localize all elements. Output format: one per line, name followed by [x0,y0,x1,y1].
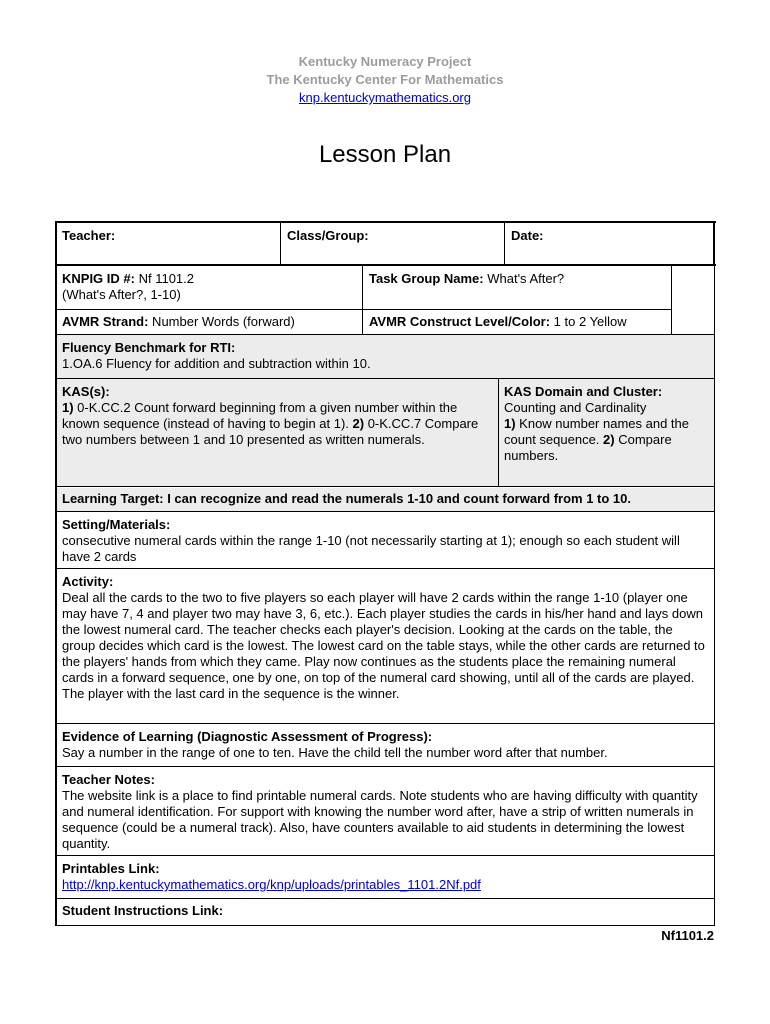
notes-bottom [56,855,715,856]
activity-cell [56,570,714,724]
kas-num-2: 2) [352,416,365,431]
row1-bottom [55,264,716,266]
knpig-value: Nf 1101.2 [134,271,194,286]
printables-cell [56,857,714,899]
avmr-construct-cell [363,310,671,335]
table-bottom-border [55,925,715,926]
printables-label: Printables Link: [62,861,160,876]
table-right-border [714,266,715,926]
evidence-text: Say a number in the range of one to ten. Have the child tell the number word after that number. [62,745,608,760]
kas-domain-num-2: 2) [603,432,615,447]
row2-divider [362,265,363,335]
avmr-construct-value: 1 to 2 Yellow [550,314,627,329]
student-instructions-label: Student Instructions Link: [62,903,224,918]
task-group-label: Task Group Name: [369,271,484,286]
page-footer-code: Nf1101.2 [661,928,714,943]
class-group-label: Class/Group: [287,228,369,243]
knpig-cell [56,266,362,310]
knpig-label: KNPIG ID #: [62,271,135,286]
kas-bottom [56,486,715,487]
page-title: Lesson Plan [318,141,452,168]
evidence-cell [56,725,714,767]
printables-link[interactable]: http://knp.kentuckymathematics.org/knp/uploads/printables_1101.2Nf.pdf [62,877,481,892]
setting-bottom [56,568,715,569]
setting-cell [56,513,714,569]
fluency-cell [56,336,714,378]
learning-target-bottom [56,511,715,512]
teacher-notes-text: The website link is a place to find printable numeral cards. Note students who are having difficulty with quantity and numeral identification. For support with knowing the number word after, have a strip of written numerals in sequence (could be a numeral track). Also, have counters available to aid students in determining the lowest quantity. [62,788,698,851]
table-right-border-top [713,221,715,266]
avmr-strand-label: AVMR Strand: [62,314,149,329]
row1-divider-b [504,221,505,266]
setting-label: Setting/Materials: [62,517,171,532]
knpig-subtitle: (What's After?, 1-10) [62,287,181,302]
activity-text: Deal all the cards to the two to five players so each player will have 2 cards within the range 1-10 (player one may have 7, 4 and player two may have 3, 6, etc.). Each player studies the cards in his/her hand and lays down the lowest numeral card. The teacher checks each player's decision. Looking at the cards on the table, the group decides which card is the lowest. The lowest card on the table stays, while the other cards are returned to the players' hands from which they came. Play now continues as the students place the remaining numeral cards in a forward sequence, one by one, on top of the numeral card showing, until all of the cards are played. The player with the last card in the sequence is the winner. [62,590,705,701]
row1-divider-a [280,221,281,266]
avmr-strand-cell [56,310,362,335]
avmr-strand-value: Number Words (forward) [148,314,295,329]
teacher-notes-label: Teacher Notes: [62,772,155,787]
kas-domain-text-1: Know number names and the count sequence. [504,416,689,447]
fluency-bottom [56,378,715,379]
row2-bottom [56,309,671,310]
kas-domain-text-2: Compare numbers. [504,432,672,463]
task-group-value: What's After? [483,271,565,286]
evidence-bottom [56,766,715,767]
kas-text-1: 0-K.CC.2 Count forward beginning from a given number within the known sequence (instead of having to begin at 1). [62,400,458,431]
kas-domain-line1: Counting and Cardinality [504,400,647,415]
activity-label: Activity: [62,574,114,589]
task-group-cell [363,266,671,310]
teacher-notes-cell [56,768,714,856]
printables-bottom [56,898,715,899]
row3-bottom [56,334,715,335]
row2-divider-right [671,265,672,335]
activity-bottom [56,723,715,724]
setting-text: consecutive numeral cards within the range 1-10 (not necessarily starting at 1); enough so each student will have 2 cards [62,533,680,564]
kas-cell [56,380,498,486]
learning-target: Learning Target: I can recognize and read the numerals 1-10 and count forward from 1 to 10. [62,491,631,506]
teacher-label: Teacher: [62,228,116,243]
avmr-construct-label: AVMR Construct Level/Color: [369,314,551,329]
header-project-name: Kentucky Numeracy Project [298,54,472,69]
table-top-border [55,221,716,223]
kas-domain-label: KAS Domain and Cluster: [504,384,663,399]
table-left-border [55,221,57,926]
fluency-text: 1.OA.6 Fluency for addition and subtraction within 10. [62,356,371,371]
kas-num-1: 1) [62,400,74,415]
fluency-label: Fluency Benchmark for RTI: [62,340,236,355]
kas-text-2: 0-K.CC.7 Compare two numbers between 1 and 10 presented as written numerals. [62,416,479,447]
kas-domain-cell [498,380,714,486]
header-center-name: The Kentucky Center For Mathematics [266,72,504,87]
kas-domain-num-1: 1) [504,416,516,431]
kas-label: KAS(s): [62,384,110,399]
date-label: Date: [511,228,544,243]
kas-divider [498,378,499,487]
header-website-link[interactable]: knp.kentuckymathematics.org [299,90,471,105]
evidence-label: Evidence of Learning (Diagnostic Assessment of Progress): [62,729,433,744]
